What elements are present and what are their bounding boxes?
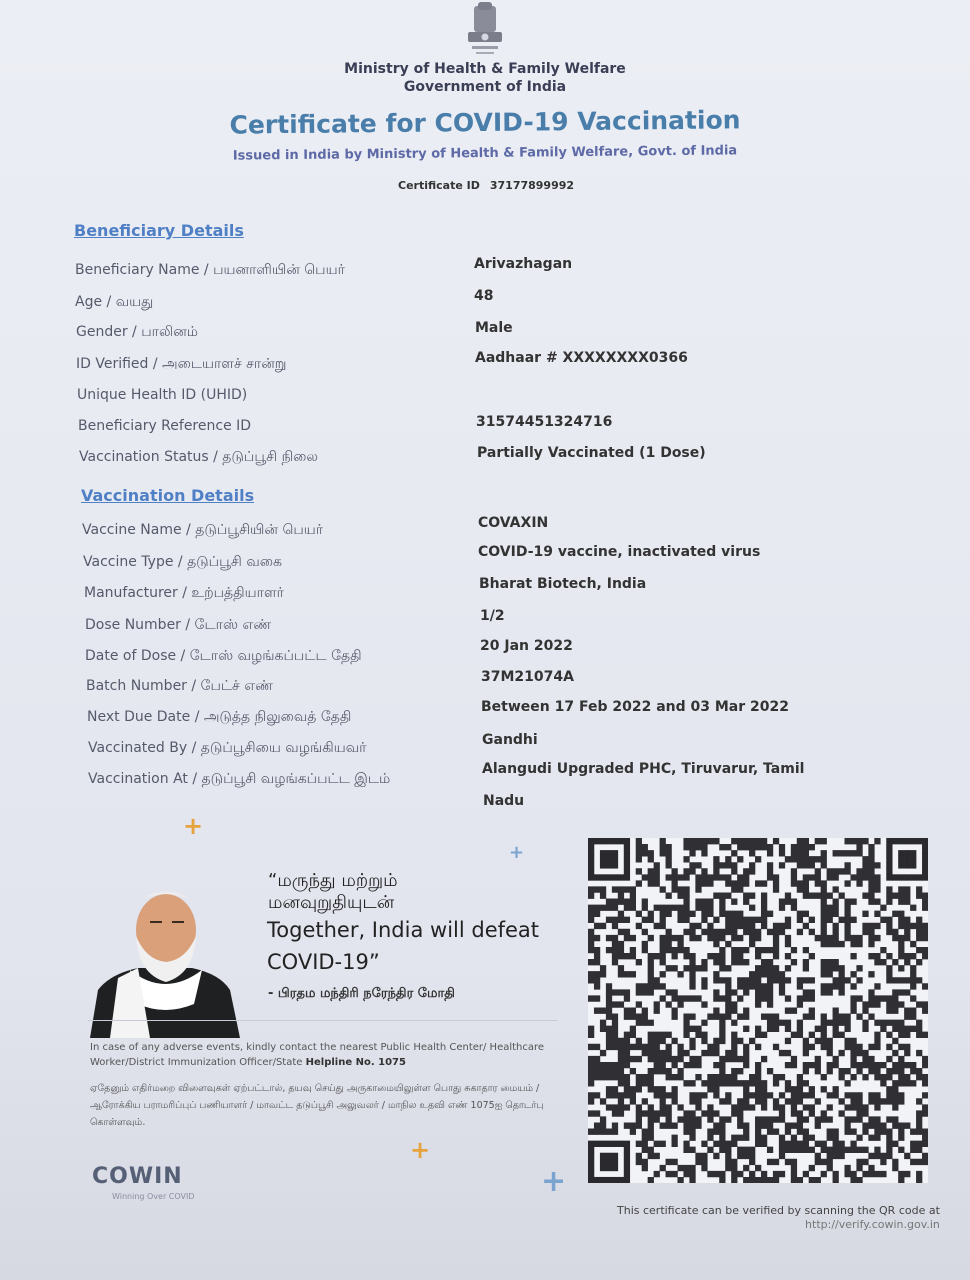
ministry-name <box>300 60 670 96</box>
vaccinated-by-value: Gandhi <box>482 732 538 748</box>
dose-number-label: Dose Number / டோஸ் எண் <box>85 617 272 633</box>
verification-url: http://verify.cowin.gov.in <box>805 1218 940 1231</box>
vaccination-heading: Vaccination Details <box>81 486 255 505</box>
cowin-tagline: Winning Over COVID <box>112 1192 195 1201</box>
adverse-events-notice-tamil: ஏதேனும் எதிர்மறை விளைவுகள் ஏற்பட்டால், தயவு செய்து அருகாமையிலுள்ள பொது சுகாதார மையம் / ஆரோக்கிய பராமரிப்புப் பணியாளர் / மாவட்ட தடுப்பூசி அலுவலர் / மாநில உதவி எண் 1075ஐ தொடர்பு கொள்ளவும். <box>90 1083 544 1128</box>
age-value: 48 <box>474 288 494 304</box>
national-emblem-icon <box>460 2 510 58</box>
vaccination-at-label: Vaccination At / தடுப்பூசி வழங்கப்பட்ட இடம் <box>88 771 391 787</box>
ministry-line-1: Ministry of Health & Family Welfare <box>344 61 626 77</box>
vaccine-type-label: Vaccine Type / தடுப்பூசி வகை <box>83 554 282 570</box>
age-label: Age / வயது <box>75 294 154 310</box>
vaccination-at-value-cont: Nadu <box>483 793 525 809</box>
quote-english <box>267 914 539 978</box>
plus-decoration-icon: + <box>183 812 204 840</box>
batch-number-value: 37M21074A <box>481 669 574 685</box>
plus-decoration-icon: + <box>541 1164 567 1199</box>
quote-english-line-2: COVID-19” <box>267 950 380 974</box>
adverse-events-text: In case of any adverse events, kindly contact the nearest Public Health Center/ Healthcare Worker/District Immunization Officer/State <box>90 1042 545 1068</box>
ministry-line-2: Government of India <box>403 79 567 95</box>
id-verified-label: ID Verified / அடையாளச் சான்று <box>76 356 287 372</box>
next-due-date-label: Next Due Date / அடுத்த நிலுவைத் தேதி <box>87 709 352 725</box>
certificate-title: Certificate for COVID-19 Vaccination <box>229 105 741 140</box>
vaccination-status-value: Partially Vaccinated (1 Dose) <box>477 445 706 461</box>
uhid-label: Unique Health ID (UHID) <box>77 387 248 403</box>
manufacturer-label: Manufacturer / உற்பத்தியாளர் <box>84 585 284 601</box>
reference-id-label: Beneficiary Reference ID <box>78 418 252 434</box>
manufacturer-value: Bharat Biotech, India <box>479 576 647 592</box>
adverse-events-notice <box>90 1040 560 1070</box>
next-due-date-value: Between 17 Feb 2022 and 03 Mar 2022 <box>481 699 789 715</box>
date-of-dose-label: Date of Dose / டோஸ் வழங்கப்பட்ட தேதி <box>85 648 362 664</box>
quote-tamil-line-2: மனவுறுதியுடன் <box>268 892 395 913</box>
gender-label: Gender / பாலினம் <box>76 324 199 340</box>
vaccination-at-value: Alangudi Upgraded PHC, Tiruvarur, Tamil <box>482 761 805 777</box>
plus-decoration-icon: + <box>410 1136 431 1164</box>
verification-text: This certificate can be verified by scanning the QR code at <box>617 1204 940 1217</box>
cowin-logo: COWIN <box>92 1164 183 1189</box>
verification-qr-code <box>588 838 928 1183</box>
gender-value: Male <box>475 320 513 336</box>
verification-note <box>617 1204 940 1232</box>
prime-minister-portrait <box>90 878 240 1038</box>
issued-by: Issued in India by Ministry of Health & Family Welfare, Govt. of India <box>232 143 738 164</box>
certificate-id-label: Certificate ID <box>398 179 480 192</box>
dose-number-value: 1/2 <box>480 608 505 624</box>
date-of-dose-value: 20 Jan 2022 <box>480 638 573 654</box>
beneficiary-name-value: Arivazhagan <box>474 256 573 272</box>
quote-tamil-line-1: “மருந்து மற்றும் <box>268 870 398 891</box>
certificate-id-value: 37177899992 <box>489 179 575 192</box>
vaccination-status-label: Vaccination Status / தடுப்பூசி நிலை <box>79 449 319 465</box>
quote-english-line-1: Together, India will defeat <box>267 918 540 942</box>
quote-attribution: - பிரதம மந்திரி நரேந்திர மோதி <box>268 986 455 1001</box>
reference-id-value: 31574451324716 <box>476 414 613 430</box>
beneficiary-name-label: Beneficiary Name / பயனாளியின் பெயர் <box>75 262 345 278</box>
divider <box>88 1020 558 1021</box>
beneficiary-heading: Beneficiary Details <box>74 221 244 240</box>
vaccine-name-label: Vaccine Name / தடுப்பூசியின் பெயர் <box>82 522 324 538</box>
vaccine-name-value: COVAXIN <box>478 515 549 531</box>
vaccinated-by-label: Vaccinated By / தடுப்பூசியை வழங்கியவர் <box>88 740 367 756</box>
vaccine-type-value: COVID-19 vaccine, inactivated virus <box>478 544 761 560</box>
quote-tamil <box>268 870 398 914</box>
plus-decoration-icon: + <box>509 842 525 863</box>
helpline-number: Helpline No. 1075 <box>305 1057 406 1068</box>
batch-number-label: Batch Number / பேட்ச் எண் <box>86 678 273 694</box>
certificate-id <box>398 179 574 192</box>
id-verified-value: Aadhaar # XXXXXXXX0366 <box>475 350 688 366</box>
